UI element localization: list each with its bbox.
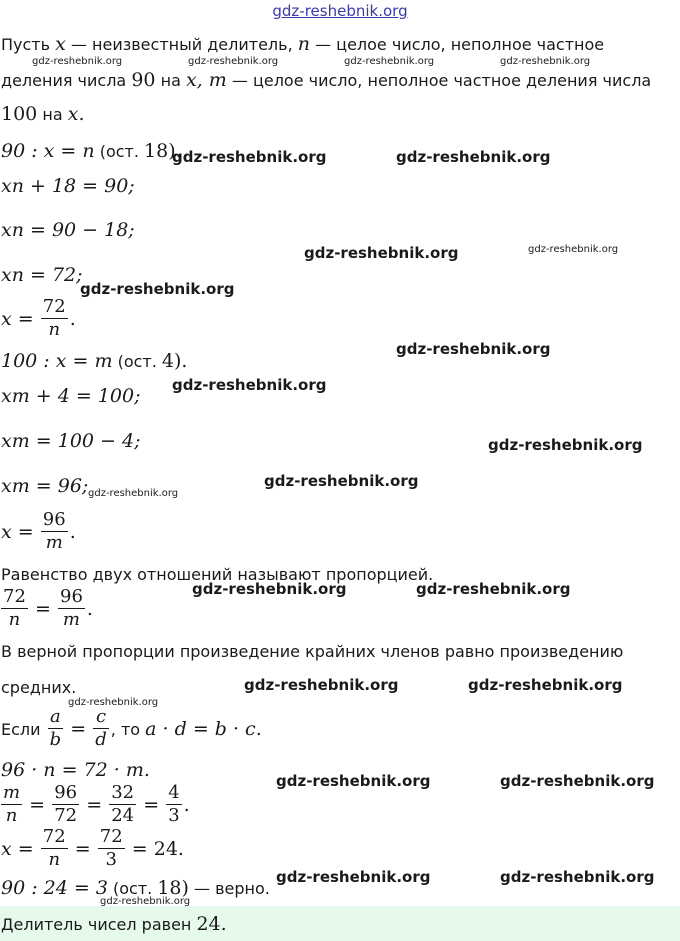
math-punct: . — [86, 598, 93, 620]
math-operator: = — [29, 794, 46, 816]
watermark: gdz-reshebnik.org — [100, 896, 191, 907]
text-segment: деления числа — [1, 71, 127, 90]
math-expr: x = — [1, 838, 34, 860]
fraction-numerator: 72 — [3, 586, 26, 607]
equation-6 — [1, 386, 141, 407]
text-segment: В верной пропорции произведение крайних членов равно произведению — [1, 642, 624, 661]
text-segment: — целое число, неполное частное деления числа — [231, 71, 652, 90]
watermark: gdz-reshebnik.org — [276, 772, 431, 790]
text-segment: (ост. — [113, 879, 153, 898]
math-number: 100 — [1, 103, 38, 125]
math-expr: xm = 96; — [1, 475, 89, 497]
text-segment: — целое число, неполное частное — [315, 35, 605, 54]
watermark: gdz-reshebnik.org — [172, 148, 327, 166]
math-expr: xn + 18 = 90; — [1, 175, 135, 197]
text-segment: — верно. — [194, 879, 270, 898]
math-expr: x = — [1, 308, 34, 330]
equation-4 — [1, 265, 83, 286]
watermark: gdz-reshebnik.org — [192, 580, 347, 598]
fraction-denominator: n — [1, 804, 22, 827]
math-number: 90 — [131, 69, 156, 91]
watermark: gdz-reshebnik.org — [244, 676, 399, 694]
math-var: x — [55, 33, 66, 55]
fraction-numerator: 96 — [60, 586, 83, 607]
math-punct: . — [69, 521, 76, 543]
text-segment: Если — [1, 720, 41, 739]
watermark: gdz-reshebnik.org — [32, 56, 123, 67]
equation-9 — [1, 760, 150, 781]
fraction — [166, 782, 181, 827]
fraction-denominator: n — [41, 318, 68, 341]
proportion-rule-formula — [1, 708, 262, 753]
watermark: gdz-reshebnik.org — [264, 472, 419, 490]
answer-line — [1, 914, 227, 935]
watermark: gdz-reshebnik.org — [344, 56, 435, 67]
math-expr: a · d = b · c. — [145, 718, 262, 740]
equation-7 — [1, 431, 141, 452]
fraction — [58, 586, 85, 631]
fraction-denominator: n — [1, 608, 28, 631]
fraction-numerator: 4 — [168, 782, 180, 803]
math-punct: . — [69, 308, 76, 330]
text-line-3 — [1, 104, 84, 125]
fraction — [109, 782, 136, 827]
rule-line-2 — [1, 678, 76, 698]
text-segment: Пусть — [1, 35, 51, 54]
text-segment: — неизвестный делитель, — [70, 35, 293, 54]
text-segment: Равенство двух отношений называют пропорцией. — [1, 565, 434, 584]
watermark: gdz-reshebnik.org — [488, 436, 643, 454]
equation-8 — [1, 476, 88, 497]
fraction-denominator: 3 — [168, 805, 180, 826]
math-operator: = — [86, 794, 103, 816]
fraction-numerator: 96 — [54, 782, 78, 803]
watermark: gdz-reshebnik.org — [396, 340, 551, 358]
fraction-denominator: 3 — [98, 848, 125, 871]
math-operator: = — [74, 838, 91, 860]
math-expr: x = — [1, 521, 34, 543]
fraction — [1, 586, 28, 631]
math-expr: xm + 4 = 100; — [1, 385, 141, 407]
fraction-denominator: d — [95, 729, 107, 750]
equation-division-100 — [1, 351, 187, 372]
equation-x-result — [1, 828, 184, 873]
fraction — [41, 509, 68, 554]
math-operator: = — [143, 794, 160, 816]
equation-x-fraction-96 — [1, 511, 76, 556]
math-expr: 90 : 24 = 3 — [1, 877, 108, 899]
answer-value: 24. — [196, 913, 227, 935]
math-expr: xn = 90 − 18; — [1, 219, 135, 241]
text-line-2 — [1, 70, 651, 91]
math-operator: = — [35, 598, 51, 620]
fraction-numerator: 96 — [42, 509, 66, 530]
math-punct: . — [183, 794, 190, 816]
fraction — [52, 782, 79, 827]
proportion-72n-96m — [1, 588, 93, 633]
fraction — [93, 706, 109, 751]
fraction-denominator: 24 — [111, 805, 135, 826]
fraction — [41, 296, 68, 341]
fraction-denominator: 72 — [54, 805, 78, 826]
equation-3 — [1, 220, 135, 241]
fraction-numerator: 72 — [42, 826, 66, 847]
answer-box — [0, 906, 680, 941]
watermark: gdz-reshebnik.org — [500, 868, 655, 886]
math-operator: = — [70, 718, 87, 740]
equation-division-90 — [1, 141, 182, 162]
text-segment: (ост. — [99, 142, 139, 161]
watermark: gdz-reshebnik.org — [500, 56, 591, 67]
watermark: gdz-reshebnik.org — [188, 56, 279, 67]
fraction — [48, 706, 64, 751]
text-segment: средних. — [1, 678, 77, 697]
fraction — [41, 826, 68, 871]
math-expr: xm = 100 − 4; — [1, 430, 141, 452]
fraction-denominator: n — [41, 848, 68, 871]
math-number: 18) — [157, 877, 189, 899]
rule-line-1 — [1, 642, 623, 662]
math-var: x, m — [185, 69, 227, 91]
watermark: gdz-reshebnik.org — [528, 244, 619, 255]
watermark: gdz-reshebnik.org — [80, 280, 235, 298]
fraction-numerator: 32 — [111, 782, 135, 803]
fraction-numerator: a — [50, 706, 61, 727]
math-expr: = 24. — [131, 838, 184, 860]
watermark: gdz-reshebnik.org — [468, 676, 623, 694]
fraction — [98, 826, 125, 871]
header-watermark[interactable]: gdz-reshebnik.org — [272, 2, 408, 20]
text-segment: на — [42, 105, 63, 124]
math-var: n — [297, 33, 310, 55]
watermark: gdz-reshebnik.org — [88, 488, 179, 499]
watermark: gdz-reshebnik.org — [304, 244, 459, 262]
math-var: x — [67, 103, 79, 125]
fraction-denominator: b — [49, 729, 62, 750]
watermark: gdz-reshebnik.org — [500, 772, 655, 790]
watermark: gdz-reshebnik.org — [68, 697, 159, 708]
math-expr: 96 · n = 72 · m. — [1, 759, 150, 781]
fraction-numerator: c — [95, 706, 107, 727]
watermark: gdz-reshebnik.org — [276, 868, 431, 886]
math-punct: . — [78, 103, 85, 125]
fraction-numerator: m — [3, 782, 21, 803]
fraction-denominator: m — [58, 608, 85, 631]
equation-2 — [1, 176, 135, 197]
math-expr: 90 : x = n — [1, 140, 95, 162]
answer-text: Делитель чисел равен — [1, 915, 192, 934]
watermark: gdz-reshebnik.org — [416, 580, 571, 598]
watermark: gdz-reshebnik.org — [172, 376, 327, 394]
watermark: gdz-reshebnik.org — [396, 148, 551, 166]
fraction-numerator: 72 — [42, 296, 66, 317]
fraction-denominator: m — [41, 531, 68, 554]
math-number: 4). — [161, 350, 188, 372]
text-line-1 — [1, 34, 604, 55]
math-expr: 100 : x = m — [1, 350, 113, 372]
equation-x-fraction-72 — [1, 298, 76, 343]
text-segment: на — [160, 71, 181, 90]
text-segment: , то — [110, 720, 141, 739]
equation-m-over-n — [1, 784, 190, 829]
fraction-numerator: 72 — [99, 826, 123, 847]
fraction — [1, 782, 22, 827]
math-expr: xn = 72; — [1, 264, 83, 286]
math-number: 18). — [144, 140, 182, 162]
text-segment: (ост. — [117, 352, 157, 371]
